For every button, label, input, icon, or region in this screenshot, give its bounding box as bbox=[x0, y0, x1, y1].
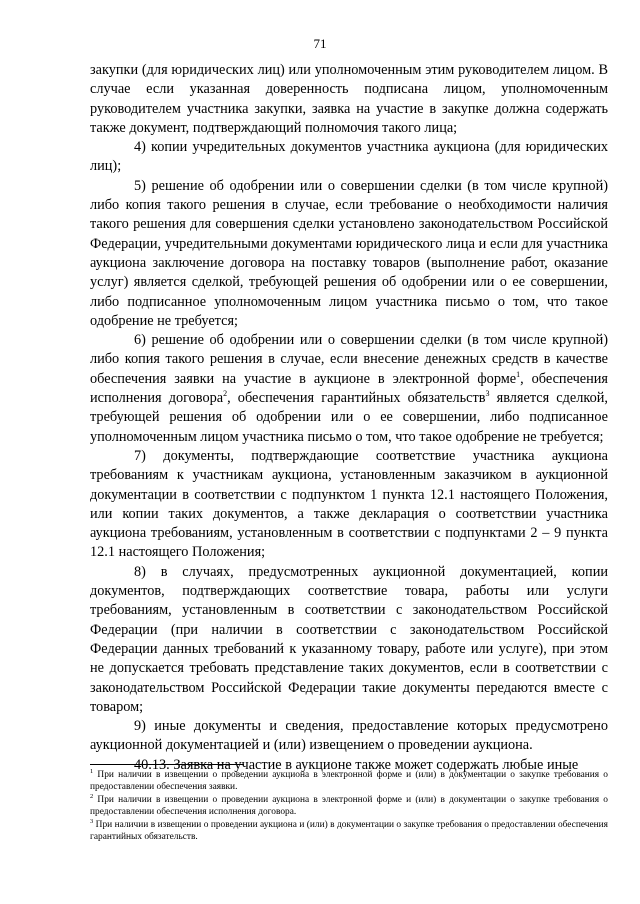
paragraph-item-5: 5) решение об одобрении или о совершении сделки (в том числе крупной) либо копия такого решения в случае, если требование о необходимости наличия такого решения для совершения сделки установлено законодательством Российской Федерации, учредительными документами юридического лица и если для участника аукциона заключение договора на поставку товаров (выполнение работ, оказание услуг) является сделкой, требующей решения об одобрении или о ее совершении, либо подписанное уполномоченным лицом участника письмо о том, что такое одобрение не требуется; bbox=[90, 177, 608, 329]
paragraph-item-6-part-c: , обеспечения гарантийных обязательств bbox=[227, 390, 486, 407]
page-number: 71 bbox=[313, 36, 327, 51]
footnote-3 bbox=[90, 819, 608, 844]
body-text bbox=[90, 61, 608, 775]
footnote-2 bbox=[90, 794, 608, 819]
footnote-ref-2[interactable]: 2 bbox=[223, 389, 228, 399]
footnote-1 bbox=[90, 769, 608, 794]
paragraph-item-9: 9) иные документы и сведения, предоставление которых предусмотрено аукционной документацией и (или) извещением о проведении аукциона. bbox=[90, 718, 608, 754]
footnote-number: 3 bbox=[90, 817, 94, 825]
paragraph-item-6-part-b: , обеспечения исполнения договора bbox=[90, 370, 608, 407]
footnote-text: При наличии в извещении о проведении аукциона в электронной форме и (или) в документации о закупке требования о предоставлении обеспечения исполнения договора. bbox=[90, 794, 608, 818]
footnote-number: 1 bbox=[90, 767, 94, 775]
footnote-ref-1[interactable]: 1 bbox=[516, 369, 521, 379]
paragraph-item-6-part-a: 6) решение об одобрении или о совершении сделки (в том числе крупной) либо копия такого решения в случае, если внесение денежных средств в качестве обеспечения заявки на участие в аукционе в электронной форме bbox=[90, 332, 608, 387]
paragraph-item-6 bbox=[90, 331, 608, 447]
paragraph-item-6-part-d: является сделкой, требующей решения об одобрении или о ее совершении, либо подписанное уполномоченным лицом участника письмо о том, что такое одобрение не требуется; bbox=[90, 390, 608, 445]
footnote-divider bbox=[90, 764, 244, 765]
paragraph-item-4: 4) копии учредительных документов участника аукциона (для юридических лиц); bbox=[90, 139, 608, 175]
footnote-text: При наличии в извещении о проведении аукциона в электронной форме и (или) в документации о закупке требования о предоставлении обеспечения заявки. bbox=[90, 770, 608, 793]
footnotes bbox=[90, 769, 608, 843]
paragraph-item-7: 7) документы, подтверждающие соответствие участника аукциона требованиям к участникам аукциона, установленным заказчиком в аукционной документации в соответствии с подпунктом 1 пункта 12.1 настоящего Положения, или копии таких документов, а также декларация о соответствии участника аукциона требованиям, установленным в соответствии с подпунктами 2 – 9 пункта 12.1 настоящего Положения; bbox=[90, 447, 608, 561]
paragraph-40-13: 40.13. Заявка на участие в аукционе также может содержать любые иные bbox=[134, 756, 579, 773]
footnote-text: При наличии в извещении о проведении аукциона и (или) в документации о закупке требования о предоставлении обеспечения гарантийных обязательств. bbox=[90, 819, 608, 843]
footnote-number: 2 bbox=[90, 792, 94, 800]
paragraph-continuation: закупки (для юридических лиц) или уполномоченным этим руководителем лицом. В случае если указанная доверенность подписана лицом, уполномоченным руководителем участника закупки, заявка на участие в закупке должна содержать также документ, подтверждающий полномочия такого лица; bbox=[90, 62, 608, 136]
paragraph-item-8: 8) в случаях, предусмотренных аукционной документацией, копии документов, подтверждающих соответствие товара, работы или услуги требованиям, установленным в соответствии с законодательством Российской Федерации (при наличии в соответствии с законодательством Российской Федерации данных требований к указанному товару, работе или услуге), при этом не допускается требовать представление таких документов, если в соответствии с законодательством Российской Федерации такие документы передаются вместе с товаром; bbox=[90, 563, 608, 715]
footnote-ref-3[interactable]: 3 bbox=[485, 389, 490, 399]
